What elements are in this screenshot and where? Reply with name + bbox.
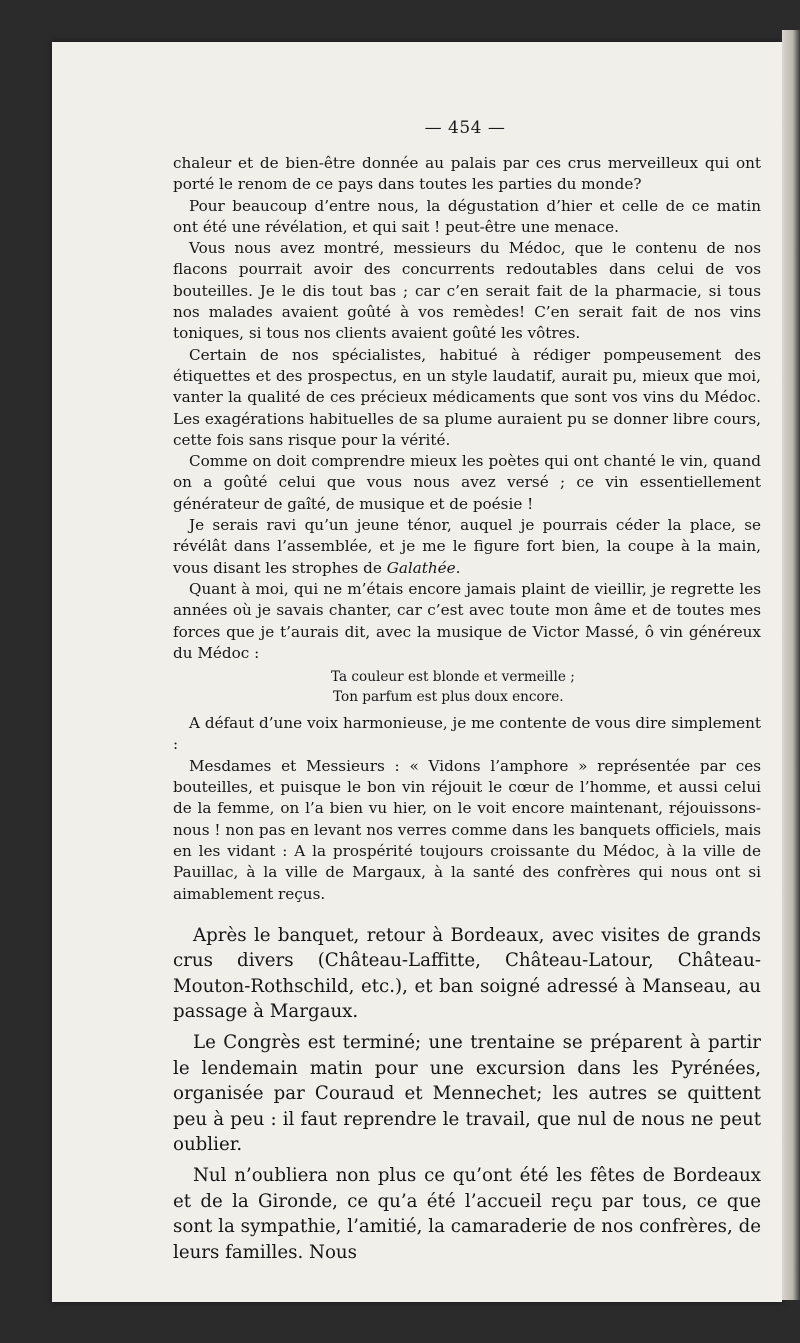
paragraph: Mesdames et Messieurs : « Vidons l’amphore » représentée par ces bouteilles, et puisque le bon vin réjouit le cœur de l’homme, et aussi celui de la femme, on l’a bien vu hier, on le voit encore maintenant, réjouissons-nous ! non pas en levant nos verres comme dans les banquets officiels, mais en les vidant : A la prospérité toujours croissante du Médoc, à la ville de Pauillac, à la ville de Margaux, à la santé des confrères qui nous ont si aimablement reçus. (173, 756, 761, 903)
paragraph: A défaut d’une voix harmonieuse, je me contente de vous dire simplement : (173, 714, 761, 754)
speech-section (173, 153, 761, 905)
page-text (173, 153, 761, 1265)
work-title: Galathée (386, 558, 456, 577)
paragraph: Le Congrès est terminé; une trentaine se préparent à partir le lendemain matin pour une excursion dans les Pyrénées, organisée par Couraud et Mennechet; les autres se quittent peu à peu : il faut reprendre le travail, que nul de nous ne peut oublier. (173, 1032, 761, 1156)
narrative-section (173, 923, 761, 1265)
page-edge (782, 30, 800, 1300)
paragraph-galathee (173, 515, 761, 579)
paragraph: Nul n’oubliera non plus ce qu’ont été les fêtes de Bordeaux et de la Gironde, ce qu’a été l’accueil reçu par tous, ce que sont la sympathie, l’amitié, la camaraderie de nos confrères, de leurs familles. Nous (173, 1165, 761, 1263)
paragraph-end: . (455, 558, 461, 577)
paragraph-text: Je serais ravi qu’un jeune ténor, auquel je pourrais céder la place, se révélât dans l’assemblée, et je me le figure fort bien, la coupe à la main, vous disant les strophes de (173, 516, 761, 577)
paragraph: Pour beaucoup d’entre nous, la dégustation d’hier et celle de ce matin ont été une révélation, et qui sait ! peut-être une menace. (173, 196, 761, 236)
paragraph: Comme on doit comprendre mieux les poètes qui ont chanté le vin, quand on a goûté celui que vous nous avez versé ; ce vin essentiellement générateur de gaîté, de musique et de poésie ! (173, 452, 761, 513)
page-number: — 454 — (424, 118, 506, 138)
verse-quote (173, 667, 761, 707)
paragraph: Après le banquet, retour à Bordeaux, avec visites de grands crus divers (Château-Laffitte, Château-Latour, Château-Mouton-Rothschild, etc.), et ban soigné adressé à Manseau, au passage à Margaux. (173, 924, 761, 1023)
paragraph: Certain de nos spécialistes, habitué à rédiger pompeusement des étiquettes et des prospectus, en un style laudatif, aurait pu, mieux que moi, vanter la qualité de ces précieux médicaments que sont vos vins du Médoc. Les exagérations habituelles de sa plume auraient pu se donner libre cours, cette fois sans risque pour la vérité. (173, 345, 761, 449)
verse-line: Ton parfum est plus doux encore. (333, 689, 564, 706)
paragraph: chaleur et de bien-être donnée au palais par ces crus merveilleux qui ont porté le renom de ce pays dans toutes les parties du monde? (173, 154, 761, 194)
paragraph: Quant à moi, qui ne m’étais encore jamais plaint de vieillir, je regrette les années où je savais chanter, car c’est avec toute mon âme et de toutes mes forces que je t’aurais dit, avec la musique de Victor Massé, ô vin généreux du Médoc : (173, 579, 761, 662)
toast-section (173, 713, 761, 905)
paragraph: Vous nous avez montré, messieurs du Médoc, que le contenu de nos flacons pourrait avoir des concurrents redoutables dans celui de vos bouteilles. Je le dis tout bas ; car c’en serait fait de la pharmacie, si tous nos malades avaient goûté à vos remèdes! C’en serait fait de nos vins toniques, si tous nos clients avaient goûté les vôtres. (173, 239, 761, 343)
verse-line: Ta couleur est blonde et vermeille ; (331, 669, 575, 686)
